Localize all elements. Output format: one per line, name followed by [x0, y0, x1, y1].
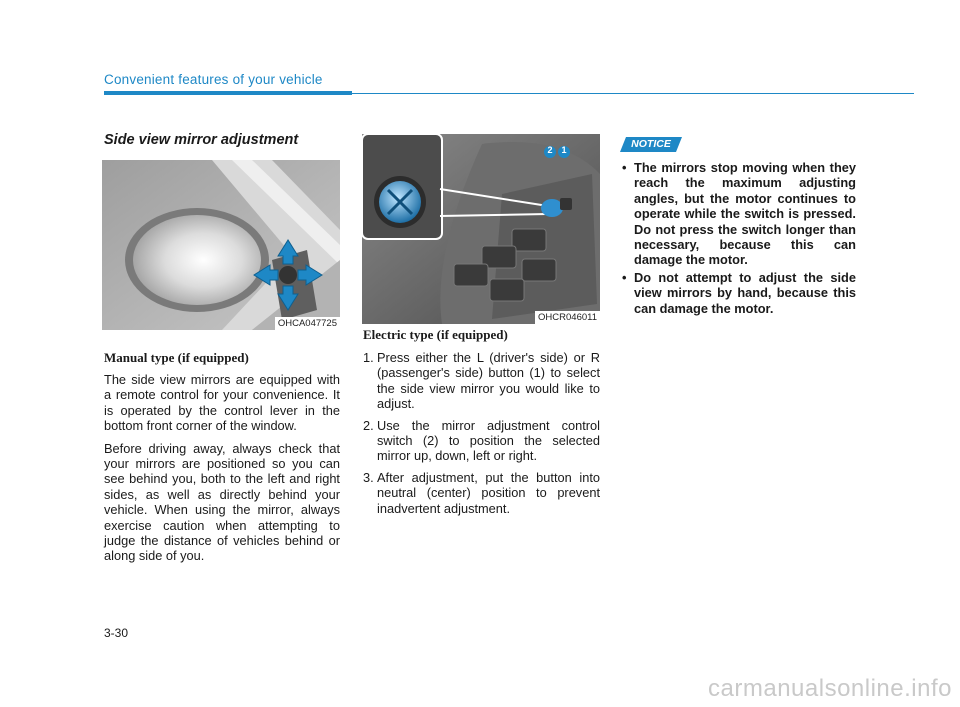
header-accent-bar [104, 91, 352, 95]
manual-paragraph-2: Before driving away, always check that your mirrors are positioned so you can see behind you, both to the left and right sides, as well as directly behind your vehicle. When using the mirror, always exercise caution when attempting to judge the distance of vehicles behind or along side of you. [104, 440, 340, 564]
list-item [622, 270, 856, 316]
manual-paragraph-1: The side view mirrors are equipped with a remote control for your convenience. It is operated by the control lever in the bottom front corner of the window. [104, 372, 340, 434]
running-header: Convenient features of your vehicle [104, 72, 323, 87]
callout-1: 1 [561, 145, 567, 155]
step-number: 3. [363, 469, 374, 485]
list-item [622, 160, 856, 268]
notice-label: NOTICE [631, 138, 671, 150]
manual-mirror-illustration [102, 160, 340, 330]
manual-mirror-figure [102, 160, 340, 330]
bullet-icon: • [622, 269, 627, 285]
step-text: Press either the L (driver's side) or R (passenger's side) button (1) to select the side view mirror you would like to adjust. [377, 350, 600, 412]
step-text: After adjustment, put the button into neutral (center) position to prevent inadvertent adjustment. [377, 469, 600, 516]
list-item [363, 418, 600, 464]
callout-2: 2 [547, 145, 553, 155]
door-switch-illustration [362, 134, 600, 324]
page-number: 3-30 [104, 626, 129, 640]
list-item [363, 350, 600, 412]
header-rule [352, 93, 914, 94]
electric-switch-figure [362, 134, 600, 324]
notice-badge [620, 137, 682, 152]
notice-text: Do not attempt to adjust the side view mirrors by hand, because this can damage the motor. [634, 269, 856, 316]
step-number: 2. [363, 417, 374, 433]
figure-code: OHCA047725 [275, 317, 340, 330]
notice-text: The mirrors stop moving when they reach the maximum adjusting angles, but the motor continues to operate while the switch is pressed. Do not press the switch longer than necessary, because this can damage the motor. [634, 160, 856, 268]
list-item [363, 470, 600, 516]
section-title: Side view mirror adjustment [104, 132, 299, 148]
bullet-icon: • [622, 160, 627, 175]
manual-body [104, 372, 340, 564]
step-text: Use the mirror adjustment control switch (2) to position the selected mirror up, down, left or right. [377, 417, 600, 464]
figure-code: OHCR046011 [535, 311, 600, 324]
electric-steps [363, 350, 600, 522]
watermark: carmanualsonline.info [708, 675, 952, 702]
notice-list [622, 160, 856, 318]
electric-heading: Electric type (if equipped) [363, 327, 508, 342]
step-number: 1. [363, 350, 374, 365]
manual-heading: Manual type (if equipped) [104, 350, 249, 365]
